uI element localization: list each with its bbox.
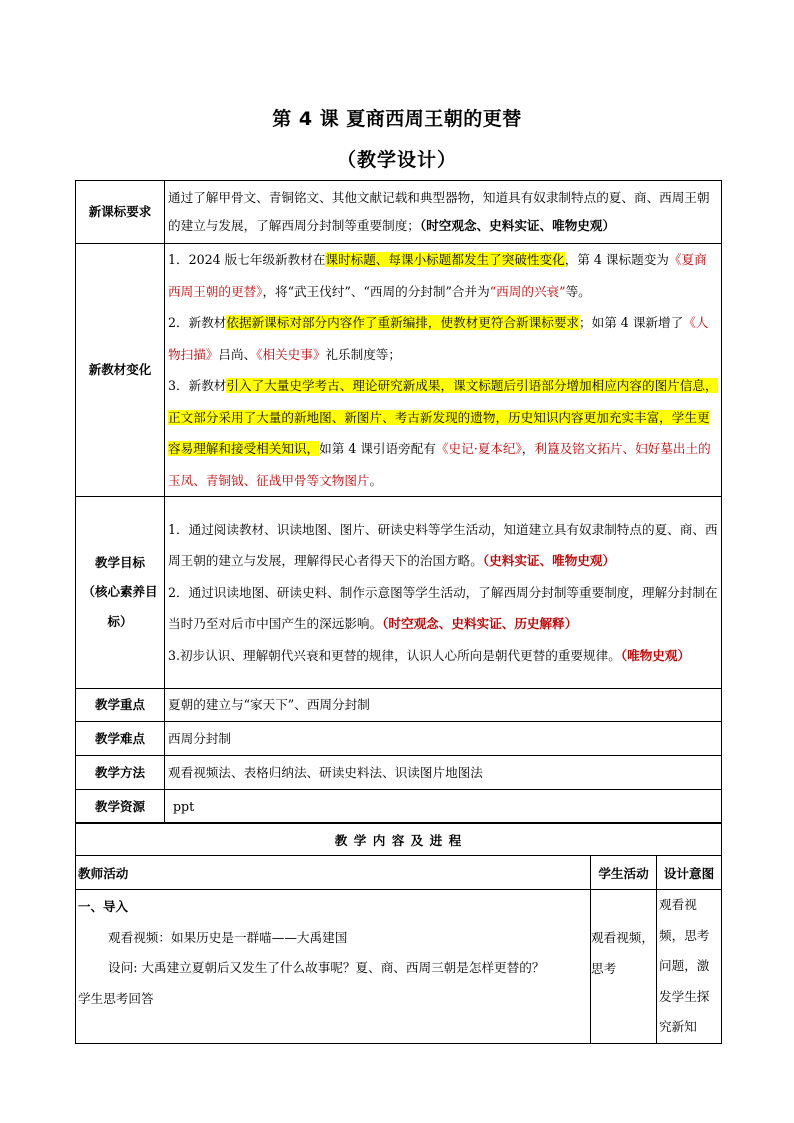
intro-intent-cell xyxy=(657,890,722,1044)
intro-answer-line: 学生思考回答 xyxy=(78,990,154,1006)
process-heading: 教 学 内 容 及 进 程 xyxy=(76,823,722,856)
change-2-text-b: ；如第 4 课新增了 xyxy=(579,315,684,330)
change-3-highlight: 引入了大量史学考古、理论研究新成果，课文标题后引语部分增加相应内容的图片信息，正文部分采用了大量的新地图、新图片、考古新发现的遗物，历史知识内容更加充实丰富，学生更容易理解和接受相关知识， xyxy=(168,378,718,456)
label-curriculum: 新课标要求 xyxy=(76,181,165,244)
row-resources xyxy=(76,790,722,824)
row-focus xyxy=(76,689,722,722)
intro-student-text: 观看视频，思考 xyxy=(591,930,654,976)
row-methods xyxy=(76,756,722,790)
intro-video-line: 观看视频：如果历史是一群喵——大禹建国 xyxy=(108,929,348,945)
lesson-info-table xyxy=(75,180,722,824)
change-2-text-c: 吕尚、 xyxy=(218,346,257,362)
label-methods: 教学方法 xyxy=(76,756,165,790)
intro-question-line: 设问: 大禹建立夏朝后又发生了什么故事呢？夏、商、西周三朝是怎样更替的？ xyxy=(108,960,545,975)
change-3-text-c: ， xyxy=(521,441,535,456)
difficulty-text: 西周分封制 xyxy=(165,722,722,756)
change-1-highlight: 课时标题、每课小标题都发生了突破性变化 xyxy=(325,252,565,267)
document-title: 第 4 课 夏商西周王朝的更替 xyxy=(272,108,522,130)
row-curriculum xyxy=(76,181,722,244)
document-subtitle: （教学设计） xyxy=(336,149,457,171)
col-design-intent: 设计意图 xyxy=(657,856,722,890)
teaching-process-table xyxy=(75,822,722,1044)
label-difficulty: 教学难点 xyxy=(76,722,165,756)
row-objectives xyxy=(76,497,722,689)
objective-2 xyxy=(168,577,719,640)
change-item-1 xyxy=(168,244,719,307)
change-1-red-1: 《夏商西周王朝的更替》 xyxy=(168,252,707,299)
change-1-text-c: ，将“武王伐纣”、“西周的分封制”合并为 xyxy=(262,283,490,299)
resources-text: ppt xyxy=(165,790,722,824)
objective-2-text: 2．通过识读地图、研读史料、制作示意图等学生活动，了解西周分封制等重要制度，理解分封制在当时乃至对后市中国产生的深远影响。 xyxy=(168,584,718,632)
objective-3-tag: （唯物史观） xyxy=(620,647,691,663)
label-resources: 教学资源 xyxy=(76,790,165,824)
curriculum-text xyxy=(165,181,722,244)
change-2-highlight: 依据新课标对部分内容作了重新编排，使教材更符合新课标要求 xyxy=(226,315,580,330)
change-item-2 xyxy=(168,307,719,370)
change-item-3 xyxy=(168,370,719,496)
col-student-activity: 学生活动 xyxy=(591,856,657,890)
label-objectives xyxy=(76,497,165,689)
curriculum-body: 通过了解甲骨文、青铜铭文、其他文献记载和典型器物，知道具有奴隶制特点的夏、商、西周王朝的建立与发展，了解西周分封制等重要制度； xyxy=(168,190,710,233)
objective-3 xyxy=(168,640,719,672)
change-3-text-b: 如第 4 课引语旁配有 xyxy=(319,441,436,456)
change-2-text-a: 2．新教材 xyxy=(168,315,227,330)
change-3-red-1: 《史记·夏本纪》 xyxy=(435,441,522,456)
objectives-label-main: 教学目标 xyxy=(94,554,145,570)
objective-1-text: 1．通过阅读教材、识读地图、图片、研读史料等学生活动，知道建立具有奴隶制特点的夏、商、西周王朝的建立与发展，理解得民心者得天下的治国方略。 xyxy=(168,521,718,569)
change-2-red-1: 《人物扫描》 xyxy=(168,315,709,362)
process-column-header-row xyxy=(76,856,722,890)
change-3-text-d: 。 xyxy=(369,472,383,488)
objective-3-text: 3.初步认识、理解朝代兴衰和更替的规律，认识人心所向是朝代更替的重要规律。 xyxy=(168,647,621,663)
objective-1 xyxy=(168,514,719,577)
objectives-label-sub: （核心素养目标） xyxy=(82,583,158,629)
curriculum-tag: （时空观念、史料实证、唯物史观） xyxy=(419,218,616,233)
label-focus: 教学重点 xyxy=(76,689,165,722)
change-1-text-d: 等。 xyxy=(565,283,591,299)
process-heading-row xyxy=(76,823,722,856)
change-2-text-d: 礼乐制度等； xyxy=(325,346,401,362)
objectives-content xyxy=(165,497,722,689)
change-3-text-a: 3．新教材 xyxy=(168,378,227,393)
intro-teacher-cell xyxy=(76,890,591,1044)
process-row-intro xyxy=(76,890,722,1044)
label-textbook-changes: 新教材变化 xyxy=(76,244,165,497)
intro-section-title: 一、导入 xyxy=(78,899,129,914)
methods-text: 观看视频法、表格归纳法、研读史料法、识读图片地图法 xyxy=(165,756,722,790)
row-textbook-changes xyxy=(76,244,722,497)
row-difficulty xyxy=(76,722,722,756)
change-3-red-2: 利簋及铭文拓片、妇好墓出土的玉凤、青铜钺、征战甲骨等文物图片 xyxy=(168,441,711,488)
change-2-red-2: 《相关史事》 xyxy=(256,346,326,362)
change-1-text-a: 1．2024 版七年级新教材在 xyxy=(168,252,326,267)
objective-1-tag: （史料实证、唯物史观） xyxy=(482,553,616,569)
objective-2-tag: （时空观念、史料实证、历史解释） xyxy=(382,616,578,632)
intro-student-cell xyxy=(591,890,657,1044)
col-teacher-activity: 教师活动 xyxy=(76,856,591,890)
change-1-red-2: “西周的兴衰” xyxy=(489,283,566,299)
change-1-text-b: ，第 4 课标题变为 xyxy=(564,252,669,267)
textbook-changes-content xyxy=(165,244,722,497)
focus-text: 夏朝的建立与“家天下”、西周分封制 xyxy=(165,689,722,722)
intro-intent-text: 观看视频，思考问题，激发学生探究新知 xyxy=(659,897,710,1034)
